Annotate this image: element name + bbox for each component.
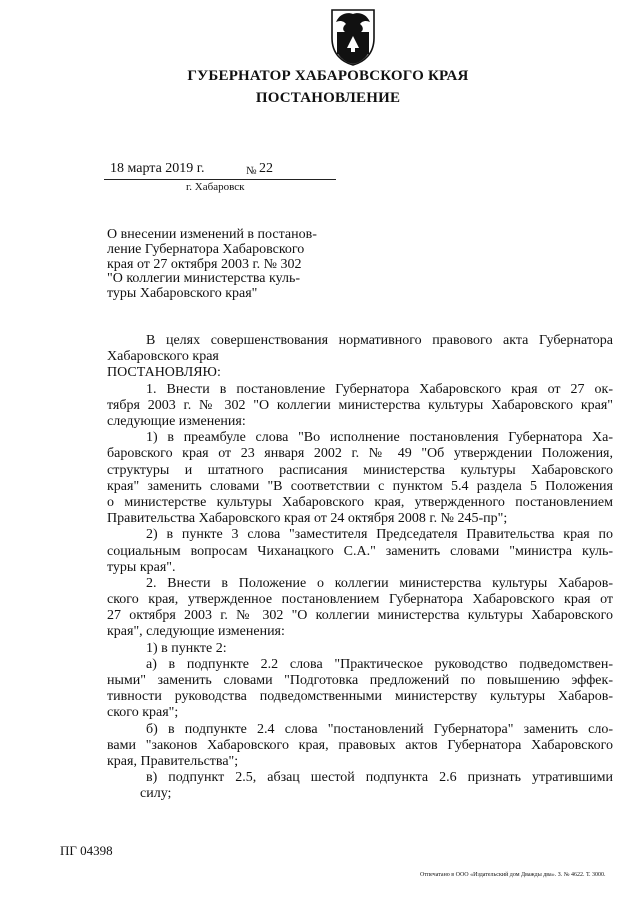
body-line: баровского края от 23 января 2002 г. № 49 "Об утверждении Положения,: [107, 446, 613, 462]
coat-of-arms-icon: [328, 8, 378, 66]
body-line: в) подпункт 2.5, абзац шестой подпункта 2.6 признать утратившими: [146, 770, 613, 786]
body-line: ского края, утвержденное постановлением Губернатора Хабаровского края от: [107, 592, 613, 608]
body-line: вами "законов Хабаровского края, правовых актов Губернатора Хабаровского: [107, 737, 613, 753]
body-line: структуры и штатного расписания министерства культуры Хабаровского: [107, 462, 613, 478]
document-number: 22: [259, 161, 273, 176]
body-line: тивности руководства подведомственными министерству культуры Хабаров-: [107, 689, 613, 705]
body-line: В целях совершенствования нормативного правового акта Губернатора: [146, 333, 613, 348]
body-line: края", следующие изменения:: [107, 624, 285, 640]
date-number-line: [104, 160, 336, 180]
subject-line: ление Губернатора Хабаровского: [107, 241, 305, 257]
body-line: Правительства Хабаровского края от 24 октября 2008 г. № 245-пр";: [107, 511, 508, 527]
body-line: а) в подпункте 2.2 слова "Практическое руководство подведомствен-: [146, 656, 613, 672]
printer-imprint: Отпечатано в ООО «Издательский дом Дважды два». З. № 4622. Т. 3000.: [420, 872, 606, 878]
subject-line: "О коллегии министерства куль-: [107, 271, 301, 287]
body-line: тября 2003 г. № 302 "О коллегии министерства культуры Хабаровского края": [107, 397, 613, 413]
body-line: силу;: [140, 786, 172, 802]
document-body: [107, 333, 613, 803]
document-date: 18 марта 2019 г.: [110, 161, 205, 176]
body-line: социальным вопросам Чиханацкого С.А." заменить словами "министра куль-: [107, 543, 613, 559]
issuer-title: ГУБЕРНАТОР ХАБАРОВСКОГО КРАЯ: [187, 68, 469, 84]
body-line: Хабаровского края: [107, 349, 219, 365]
body-line: края, Правительства";: [107, 754, 239, 769]
body-line: туры края".: [107, 559, 176, 575]
body-line: о министерстве культуры Хабаровского края, утвержденного постановлением: [107, 494, 613, 510]
body-line: ными" заменить словами "Подготовка предложений по повышению эффек-: [107, 673, 613, 689]
body-line: 27 октября 2003 г. № 302 "О коллегии министерства культуры Хабаровского: [107, 608, 613, 624]
body-line: 2. Внести в Положение о коллегии министерства культуры Хабаров-: [146, 575, 613, 591]
body-line: ПОСТАНОВЛЯЮ:: [107, 365, 221, 381]
body-line: 1. Внести в постановление Губернатора Хабаровского края от 27 ок-: [146, 381, 613, 397]
subject-line: края от 27 октября 2003 г. № 302: [107, 256, 302, 272]
subject-line: туры Хабаровского края": [107, 286, 258, 302]
body-line: края" заменить словами "В соответствии с пунктом 5.4 раздела 5 Положения: [107, 478, 613, 494]
body-line: 2) в пункте 3 слова "заместителя Председателя Правительства края по: [146, 527, 613, 543]
form-code: ПГ 04398: [60, 843, 113, 858]
body-line: 1) в пункте 2:: [146, 640, 227, 656]
body-line: 1) в преамбуле слова "Во исполнение постановления Губернатора Ха-: [146, 430, 613, 446]
subject-line: О внесении изменений в постанов-: [107, 227, 317, 242]
body-line: б) в подпункте 2.4 слова "постановлений Губернатора" заменить сло-: [146, 721, 613, 737]
number-sign: №: [246, 165, 257, 177]
document-subject: [107, 228, 339, 302]
body-line: ского края";: [107, 705, 179, 721]
document-type: ПОСТАНОВЛЕНИЕ: [255, 90, 401, 106]
body-line: следующие изменения:: [107, 413, 246, 429]
city-label: г. Хабаровск: [186, 181, 245, 193]
